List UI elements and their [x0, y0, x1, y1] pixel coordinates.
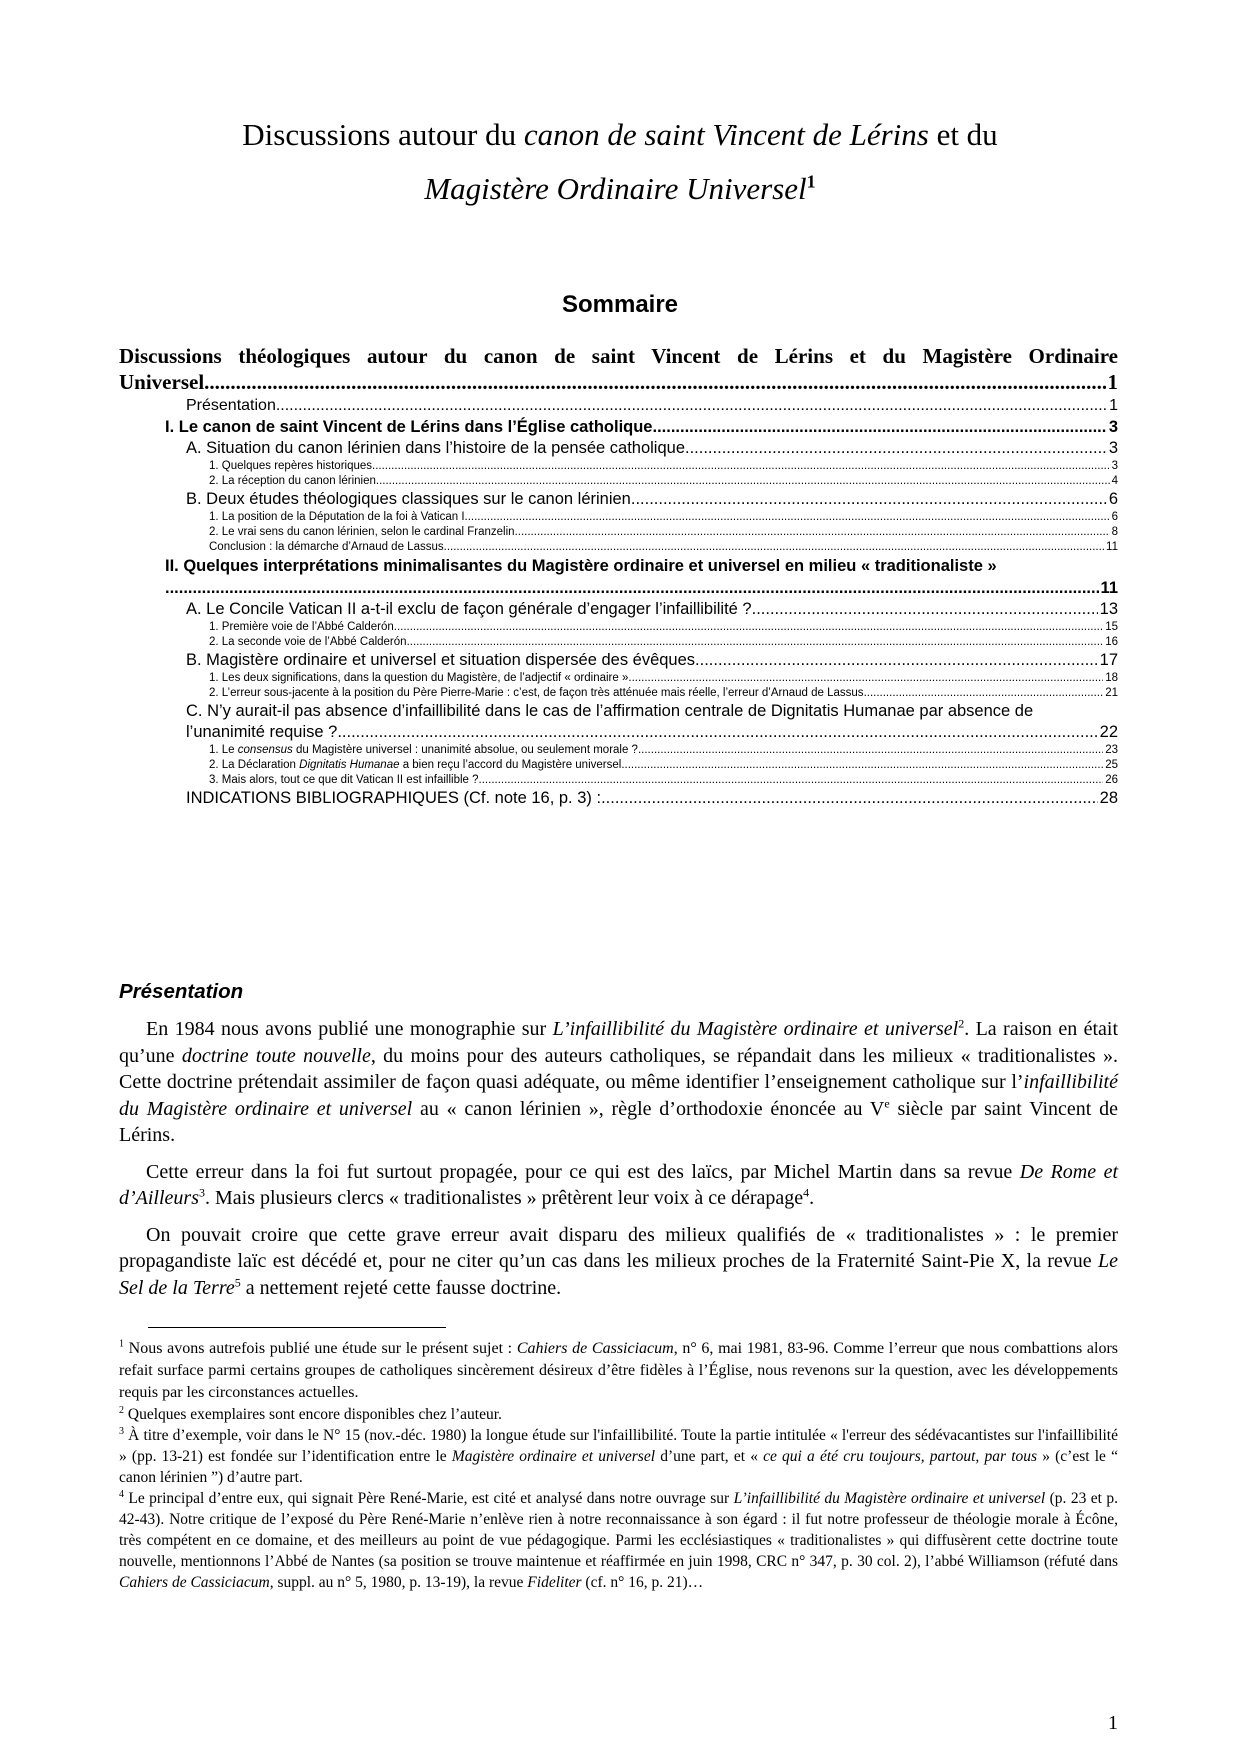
footnote-ref-3[interactable]: 3 [199, 1185, 205, 1200]
toc-entry[interactable]: 3. Mais alors, tout ce que dit Vatican II est infaillible ? ..... 26 [119, 773, 1118, 788]
footnotes [119, 1338, 1118, 1593]
toc-entry[interactable]: 1. Le consensus du Magistère universel : unanimité absolue, ou seulement morale ? ..... 23 [119, 743, 1118, 758]
toc-entry[interactable]: Conclusion : la démarche d’Arnaud de Lassus ..... 11 [119, 540, 1118, 555]
toc-entry[interactable]: ..... 11 [119, 577, 1118, 599]
section-heading: Présentation [119, 980, 244, 1003]
footnote: $^1$ Nous avons autrefois publié une étude sur le présent sujet : Cahiers de Cassiciacum, n° 6, mai 1981, 83-96. Comme l’erreur que nous combattions alors refait surface parmi certains groupes de catholiques sincèrement désireux d’être fidèles à l’Église, nous revenons sur la question, avec les développements requis par les circonstances actuelles. [119, 1338, 1119, 1401]
toc-heading: Sommaire [561, 291, 679, 318]
page-number: 1 [1108, 1712, 1118, 1734]
title-line-1: Discussions autour du canon de saint Vincent de Lérins et du [242, 117, 998, 152]
toc-entry[interactable]: B. Magistère ordinaire et universel et situation dispersée des évêques ..... 17 [119, 650, 1118, 671]
toc-entry[interactable]: B. Deux études théologiques classiques sur le canon lérinien ..... 6 [119, 489, 1118, 510]
toc-entry[interactable]: 2. La Déclaration Dignitatis Humanae a bien reçu l’accord du Magistère universel ..... 25 [119, 758, 1118, 773]
toc-entry[interactable]: Discussions théologiques autour du canon de saint Vincent de Lérins et du Magistère Ordinaire [119, 344, 1118, 368]
toc-entry[interactable]: 2. L’erreur sous-jacente à la position du Père Pierre-Marie : c’est, de façon très atténuée mais réelle, l’erreur d’Arnaud de Lassus ..... 21 [119, 686, 1118, 701]
toc-entry[interactable]: INDICATIONS BIBLIOGRAPHIQUES (Cf. note 16, p. 3) : ..... 28 [119, 788, 1118, 809]
footnote-ref-2[interactable]: 2 [958, 1016, 965, 1031]
toc-entry[interactable]: 1. Les deux significations, dans la question du Magistère, de l’adjectif « ordinaire » ..... 18 [119, 671, 1118, 686]
toc-entry[interactable]: 2. Le vrai sens du canon lérinien, selon le cardinal Franzelin ..... 8 [119, 525, 1118, 540]
footnote: $^3$ À titre d’exemple, voir dans le N° 15 (nov.-déc. 1980) la longue étude sur l'infaillibilité. Toute la partie intitulée « l'erreur des sédévacantistes sur l'infaillibilité » (pp. 13-21) est fondée sur l’identification entre le Magistère ordinaire et universel d’une part, et « ce qui a été cru toujours, partout, par tous » (c’est le “ canon lérinien ”) d’autre part. [119, 1425, 1118, 1486]
toc-entry[interactable]: I. Le canon de saint Vincent de Lérins dans l’Église catholique ..... 3 [119, 416, 1118, 438]
paragraph: On pouvait croire que cette grave erreur avait disparu des milieux qualifiés de « traditionalistes » : le premier propagandiste laïc est décédé et, pour ne citer qu’un cas dans les milieux proches de la Fraternité Saint-Pie X, la revue Le Sel de la Terre$^5$ a nettement rejeté cette fausse doctrine. [119, 1223, 1118, 1299]
toc-entry[interactable]: Universel ..... 1 [119, 369, 1118, 395]
paragraph: En 1984 nous avons publié une monographie sur L’infaillibilité du Magistère ordinaire et universel$^2$. La raison en était qu’une doctrine toute nouvelle, du moins pour des auteurs catholiques, se répandait dans les milieux « traditionalistes ». Cette doctrine prétendait assimiler de façon quasi adéquate, ou même identifier l’enseignement catholique sur l’infaillibilité du Magistère ordinaire et universel au « canon lérinien », règle d’orthodoxie énoncée au Ve siècle par saint Vincent de Lérins. [119, 1016, 1119, 1146]
toc-entry[interactable]: 2. La réception du canon lérinien ..... 4 [119, 474, 1118, 489]
footnote-ref-5[interactable]: 5 [234, 1274, 241, 1289]
toc-entry[interactable]: A. Situation du canon lérinien dans l’histoire de la pensée catholique ..... 3 [119, 438, 1118, 459]
body-text [119, 1016, 1118, 1311]
title-line-2: Magistère Ordinaire Universel$^1$ [424, 171, 816, 206]
toc-entry[interactable]: 1. La position de la Députation de la foi à Vatican I ..... 6 [119, 510, 1118, 525]
table-of-contents [119, 343, 1118, 809]
footnote-ref-4[interactable]: 4 [803, 1185, 810, 1200]
toc-entry[interactable]: II. Quelques interprétations minimalisantes du Magistère ordinaire et universel en milieu « traditionaliste » [165, 557, 997, 575]
footnote: $^4$ Le principal d’entre eux, qui signait Père René-Marie, est cité et analysé dans notre ouvrage sur L’infaillibilité du Magistère ordinaire et universel (p. 23 et p. 42-43). Notre critique de l’exposé du Père René-Marie n’enlève rien à notre reconnaissance à son égard : il fut notre professeur de théologie morale à Écône, très compétent en ce domaine, et des meilleurs au point de vue pédagogique. Parmi les ecclésiastiques « traditionalistes » qui diffusèrent cette doctrine toute nouvelle, mentionnons l’Abbé de Nantes (sa position se trouve maintenue et réaffirmée en juin 1998, CRC n° 347, p. 30 col. 2), l’abbé Williamson (réfuté dans Cahiers de Cassiciacum, suppl. au n° 5, 1980, p. 13-19), la revue Fideliter (cf. n° 16, p. 21)… [119, 1488, 1118, 1591]
toc-entry[interactable]: 1. Quelques repères historiques ..... 3 [119, 459, 1118, 474]
toc-entry[interactable]: A. Le Concile Vatican II a-t-il exclu de façon générale d’engager l’infaillibilité ? ..... 13 [119, 599, 1118, 620]
footnote-separator [148, 1327, 446, 1328]
toc-entry[interactable]: 2. La seconde voie de l’Abbé Calderón ..... 16 [119, 635, 1118, 650]
document-title [0, 108, 1240, 216]
toc-entry[interactable]: Présentation ..... 1 [119, 396, 1118, 416]
toc-entry[interactable]: C. N’y aurait-il pas absence d’infaillibilité dans le cas de l’affirmation centrale de Dignitatis Humanae par absence de [186, 702, 1034, 720]
footnote: $^2$ Quelques exemplaires sont encore disponibles chez l’auteur. [119, 1404, 502, 1423]
paragraph: Cette erreur dans la foi fut surtout propagée, pour ce qui est des laïcs, par Michel Martin dans sa revue De Rome et d’Ailleurs$^3$. Mais plusieurs clercs « traditionalistes » prêtèrent leur voix à ce dérapage$^4$. [119, 1160, 1118, 1209]
toc-entry[interactable]: 1. Première voie de l’Abbé Calderón ..... 15 [119, 620, 1118, 635]
toc-entry[interactable]: l’unanimité requise ? ..... 22 [119, 722, 1118, 743]
footnote-ref-1[interactable]: 1 [806, 171, 816, 192]
